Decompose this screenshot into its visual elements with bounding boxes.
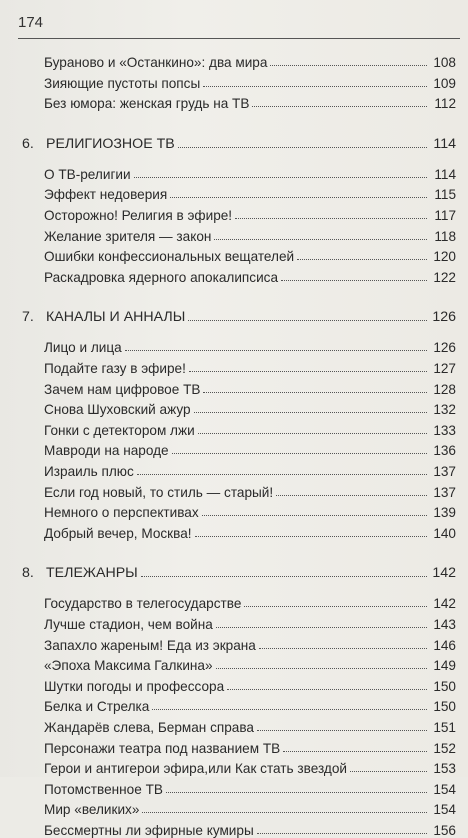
dot-leader bbox=[194, 412, 427, 413]
entry-page-number: 146 bbox=[433, 637, 456, 653]
entry-title: Немного о перспективах bbox=[44, 505, 199, 521]
toc-entry-row bbox=[44, 653, 456, 673]
toc-entry-row bbox=[44, 756, 456, 776]
entry-page-number: 137 bbox=[433, 484, 456, 500]
entry-title: Потомственное ТВ bbox=[44, 781, 163, 797]
toc-entry-row bbox=[44, 674, 456, 694]
entry-title: Без юмора: женская грудь на ТВ bbox=[44, 96, 250, 112]
entry-title: Снова Шуховский ажур bbox=[44, 402, 191, 418]
entry-title: Подайте газу в эфире! bbox=[44, 361, 186, 376]
dot-leader bbox=[178, 147, 427, 148]
dot-leader bbox=[276, 495, 427, 496]
dot-leader bbox=[125, 350, 427, 351]
entry-title: Эффект недоверия bbox=[44, 187, 168, 203]
entry-page-number: 115 bbox=[434, 187, 456, 203]
toc-entry-row bbox=[44, 377, 456, 397]
dot-leader bbox=[244, 606, 427, 607]
dot-leader bbox=[170, 197, 427, 198]
toc-entry-row bbox=[44, 162, 456, 182]
entry-page-number: 126 bbox=[433, 340, 456, 356]
dot-leader bbox=[227, 689, 427, 690]
entry-title: О ТВ-религии bbox=[44, 166, 131, 182]
entry-title: Мир «великих» bbox=[44, 802, 140, 818]
entry-page-number: 127 bbox=[433, 361, 456, 376]
dot-leader bbox=[203, 86, 427, 87]
entry-title: Израиль плюс bbox=[44, 464, 134, 479]
entry-page-number: 154 bbox=[433, 781, 456, 797]
dot-leader bbox=[142, 812, 427, 813]
dot-leader bbox=[257, 833, 427, 834]
toc-entry-row bbox=[44, 50, 456, 70]
toc-entry-row bbox=[44, 356, 456, 376]
entry-title: Ошибки конфессиональных вещателей bbox=[44, 249, 295, 265]
dot-leader bbox=[188, 320, 427, 321]
entry-title: Осторожно! Религия в эфире! bbox=[44, 208, 233, 223]
entry-title: Раскадровка ядерного апокалипсиса bbox=[44, 269, 279, 285]
entry-title: Бураново и «Останкино»: два мира bbox=[44, 55, 268, 70]
dot-leader bbox=[203, 392, 427, 393]
entry-page-number: 143 bbox=[433, 617, 456, 632]
entry-title: Желание зрителя — закон bbox=[44, 228, 212, 244]
toc-entry-row bbox=[44, 459, 456, 479]
toc-entry-row bbox=[44, 397, 456, 417]
entry-page-number: 142 bbox=[433, 596, 456, 612]
toc-entry-row bbox=[44, 521, 456, 541]
entry-page-number: 109 bbox=[433, 75, 456, 91]
entry-page-number: 154 bbox=[433, 802, 456, 818]
toc-entry-row bbox=[44, 203, 456, 223]
dot-leader bbox=[166, 792, 427, 793]
chapter-number: 8. bbox=[22, 565, 34, 582]
toc-entry-row bbox=[44, 335, 456, 355]
dot-leader bbox=[270, 65, 427, 66]
toc-entry-row bbox=[44, 612, 456, 632]
toc-chapter-row bbox=[22, 130, 456, 152]
dot-leader bbox=[214, 239, 427, 240]
entry-page-number: 137 bbox=[433, 464, 456, 479]
dot-leader bbox=[235, 218, 427, 219]
chapter-title: КАНАЛЫ И АННАЛЫ bbox=[46, 309, 186, 326]
entry-page-number: 151 bbox=[433, 720, 456, 735]
toc-chapter-row bbox=[22, 559, 456, 581]
entry-title: Если год новый, то стиль — старый! bbox=[44, 484, 274, 500]
entry-page-number: 120 bbox=[433, 249, 456, 265]
dot-leader bbox=[216, 627, 427, 628]
toc-entry-row bbox=[44, 500, 456, 520]
entry-page-number: 118 bbox=[434, 228, 456, 244]
toc-entry-row bbox=[44, 71, 456, 91]
dot-leader bbox=[257, 730, 427, 731]
entry-page-number: 132 bbox=[433, 402, 456, 418]
dot-leader bbox=[283, 751, 427, 752]
entry-title: Гонки с детектором лжи bbox=[44, 422, 195, 438]
toc-entry-row bbox=[44, 715, 456, 735]
dot-leader bbox=[297, 259, 427, 260]
toc-entry-row bbox=[44, 418, 456, 438]
dot-leader bbox=[195, 536, 427, 537]
toc-entry-row bbox=[44, 244, 456, 264]
dot-leader bbox=[172, 453, 427, 454]
toc-entry-row bbox=[44, 797, 456, 817]
entry-page-number: 150 bbox=[433, 678, 456, 694]
dot-leader bbox=[202, 515, 427, 516]
toc-entry-row bbox=[44, 591, 456, 611]
entry-page-number: 156 bbox=[433, 823, 456, 838]
entry-title: Шутки погоды и профессора bbox=[44, 678, 225, 694]
dot-leader bbox=[198, 433, 427, 434]
entry-title: Бессмертны ли эфирные кумиры bbox=[44, 823, 254, 838]
chapter-number: 7. bbox=[22, 309, 34, 326]
dot-leader bbox=[216, 668, 427, 669]
entry-page-number: 122 bbox=[433, 269, 456, 285]
entry-page-number: 139 bbox=[433, 505, 456, 521]
entry-title: Мавроди на народе bbox=[44, 443, 169, 459]
dot-leader bbox=[152, 709, 427, 710]
entry-title: Государство в телегосударстве bbox=[44, 596, 242, 612]
dot-leader bbox=[137, 474, 427, 475]
entry-title: Зияющие пустоты попсы bbox=[44, 75, 201, 91]
toc-entry-row bbox=[44, 91, 456, 111]
entry-page-number: 114 bbox=[433, 135, 456, 152]
page-number: 174 bbox=[18, 14, 44, 31]
entry-title: Запахло жареным! Еда из экрана bbox=[44, 637, 256, 653]
entry-page-number: 153 bbox=[433, 761, 456, 777]
entry-title: Жандарёв слева, Берман справа bbox=[44, 720, 254, 735]
entry-title: Герои и антигерои эфира,или Как стать звездой bbox=[44, 761, 347, 777]
entry-page-number: 136 bbox=[433, 443, 456, 459]
entry-title: «Эпоха Максима Галкина» bbox=[44, 658, 213, 674]
dot-leader bbox=[259, 648, 427, 649]
dot-leader bbox=[134, 177, 427, 178]
toc-entry-row bbox=[44, 265, 456, 285]
toc-entry-row bbox=[44, 438, 456, 458]
entry-title: Добрый вечер, Москва! bbox=[44, 525, 192, 541]
entry-page-number: 142 bbox=[432, 565, 456, 582]
dot-leader bbox=[350, 771, 427, 772]
entry-title: Лучше стадион, чем война bbox=[44, 617, 213, 632]
toc-entry-row bbox=[44, 777, 456, 797]
toc-entry-row bbox=[44, 633, 456, 653]
dot-leader bbox=[281, 280, 427, 281]
entry-page-number: 126 bbox=[432, 309, 456, 326]
entry-page-number: 150 bbox=[433, 699, 456, 715]
entry-page-number: 133 bbox=[433, 422, 456, 438]
entry-title: Лицо и лица bbox=[44, 340, 122, 356]
entry-page-number: 114 bbox=[434, 166, 456, 182]
header-rule bbox=[18, 38, 460, 39]
entry-title: Персонажи театра под названием ТВ bbox=[44, 740, 281, 756]
entry-page-number: 112 bbox=[434, 96, 456, 112]
chapter-title: ТЕЛЕЖАНРЫ bbox=[46, 565, 138, 582]
chapter-title: РЕЛИГИОЗНОЕ ТВ bbox=[46, 135, 175, 152]
toc-entry-row bbox=[44, 182, 456, 202]
dot-leader bbox=[252, 106, 427, 107]
entry-page-number: 128 bbox=[433, 381, 456, 397]
chapter-number: 6. bbox=[22, 135, 34, 152]
toc-entry-row bbox=[44, 224, 456, 244]
entry-page-number: 152 bbox=[433, 740, 456, 756]
entry-page-number: 108 bbox=[433, 55, 456, 70]
entry-title: Белка и Стрелка bbox=[44, 699, 150, 715]
entry-page-number: 117 bbox=[434, 208, 456, 223]
toc-entry-row bbox=[44, 694, 456, 714]
entry-title: Зачем нам цифровое ТВ bbox=[44, 381, 201, 397]
entry-page-number: 140 bbox=[433, 525, 456, 541]
toc-chapter-row bbox=[22, 303, 456, 325]
toc-entry-row bbox=[44, 480, 456, 500]
dot-leader bbox=[141, 576, 427, 577]
dot-leader bbox=[189, 371, 427, 372]
toc-entry-row bbox=[44, 736, 456, 756]
entry-page-number: 149 bbox=[433, 658, 456, 674]
toc-entry-row bbox=[44, 818, 456, 838]
